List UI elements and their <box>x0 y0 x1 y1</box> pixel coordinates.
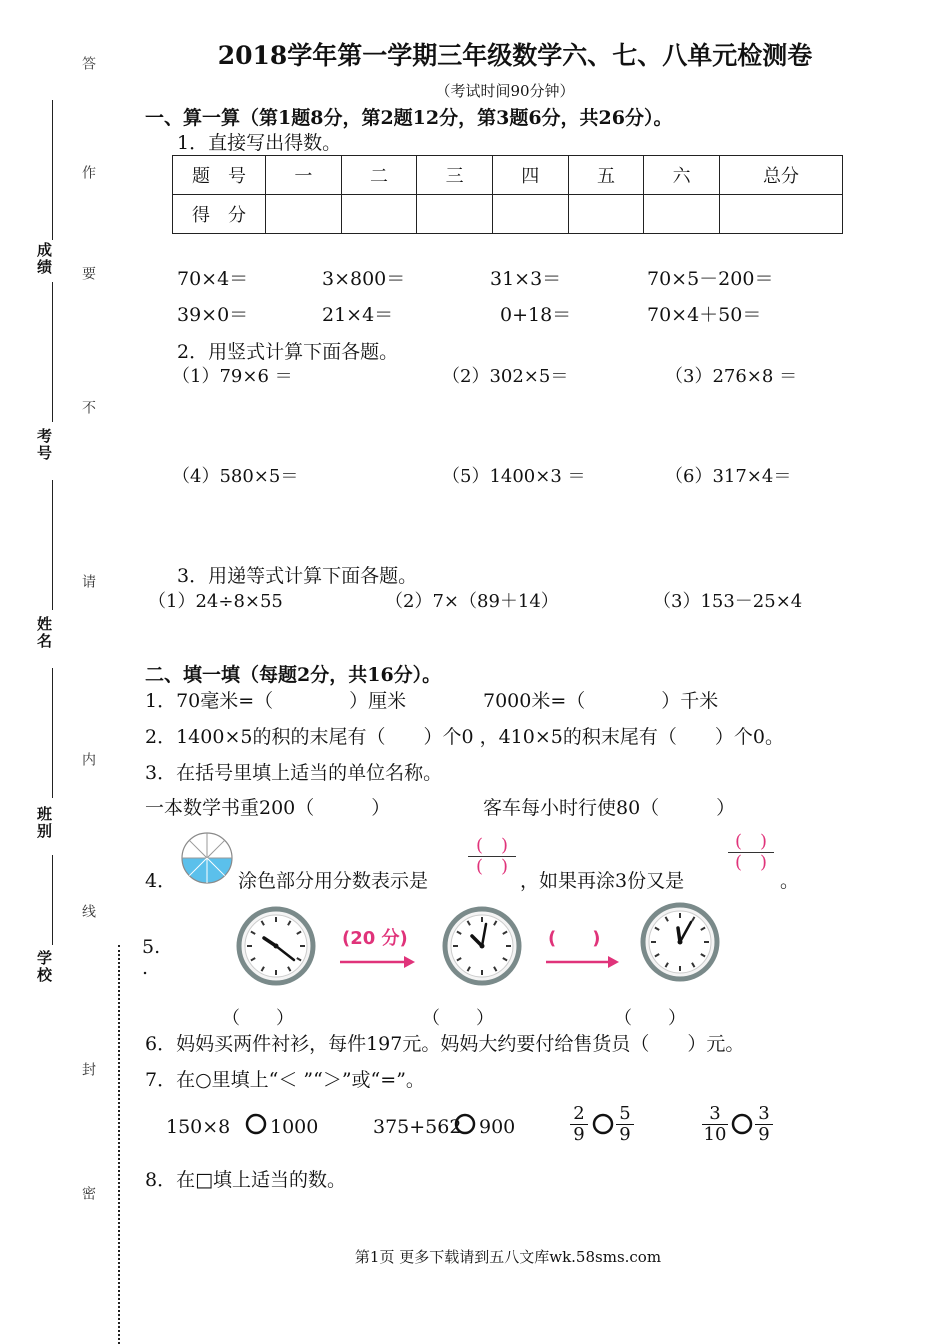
s2-q5-dot: . <box>142 957 149 979</box>
q4-fraction-blank-1[interactable] <box>468 836 516 877</box>
frac-den: ( ) <box>475 856 509 877</box>
s2-q8: 8．在□填上适当的数。 <box>145 1169 347 1191</box>
frac-den: 10 <box>703 1124 727 1145</box>
compare-frac-left-2 <box>702 1104 728 1145</box>
vertical-calc-item: （5）1400×3 ＝ <box>442 466 586 487</box>
s2-q5-number: 5. <box>142 936 161 958</box>
arrow1-label: (20 分) <box>342 928 408 949</box>
page-footer: 第1页 更多下载请到五八文库wk.58sms.com <box>354 1248 662 1266</box>
score-cell[interactable] <box>720 195 843 234</box>
oral-item: 70×4＋50＝ <box>647 304 762 326</box>
frac-num: 5 <box>619 1103 631 1124</box>
s2-q3-item: 客车每小时行使80（ ） <box>483 797 736 819</box>
compare-frac-left-1 <box>570 1104 588 1145</box>
frac-den: ( ) <box>734 852 768 873</box>
compare-circle-1[interactable] <box>245 1113 267 1135</box>
clock-middle <box>442 906 522 986</box>
s2-q3: 3．在括号里填上适当的单位名称。 <box>145 762 443 784</box>
section1-heading: 一、算一算（第1题8分，第2题12分，第3题6分，共26分）。 <box>145 107 673 129</box>
frac-den: 9 <box>758 1124 770 1145</box>
stepwise-calc-item: （2）7×（89＋14） <box>385 591 559 612</box>
stepwise-calc-item: （1）24÷8×55 <box>148 591 283 612</box>
score-header-cell: 四 <box>492 156 568 195</box>
s2-q4-text3: 。 <box>780 870 800 892</box>
score-header-cell: 题 号 <box>173 156 266 195</box>
s2-q1-part2: 7000米=（ ）千米 <box>483 690 719 712</box>
clock-time-blank-2[interactable]: （ ） <box>422 1008 494 1029</box>
field-class-label: 班别 <box>35 806 53 840</box>
s1-q2-label: 2．用竖式计算下面各题。 <box>177 341 399 363</box>
s2-q1-part1: 1．70毫米=（ ）厘米 <box>145 690 407 712</box>
score-header-cell: 总分 <box>720 156 843 195</box>
s1-q3-label: 3．用递等式计算下面各题。 <box>177 565 418 587</box>
margin-char-6: 内 <box>80 752 96 766</box>
clock-start <box>236 906 316 986</box>
arrow2-label: ( ) <box>548 928 601 949</box>
oral-item: 39×0＝ <box>177 304 249 326</box>
compare-circle-4[interactable] <box>731 1113 753 1135</box>
arrow-2 <box>546 955 620 969</box>
s1-q1-label: 1．直接写出得数。 <box>177 132 342 154</box>
field-exam-no-label: 考号 <box>35 428 53 462</box>
compare-circle-3[interactable] <box>592 1113 614 1135</box>
s2-q3-item: 一本数学书重200（ ） <box>145 797 391 819</box>
margin-char-5: 请 <box>80 574 96 588</box>
field-score-label: 成绩 <box>35 242 53 276</box>
arrow-1 <box>340 955 416 969</box>
vertical-calc-item: （6）317×4＝ <box>665 466 792 487</box>
score-cell[interactable] <box>266 195 342 234</box>
section2-heading: 二、填一填（每题2分，共16分）。 <box>145 664 442 686</box>
stepwise-calc-item: （3）153－25×4 <box>653 591 803 612</box>
score-cell[interactable] <box>644 195 720 234</box>
oral-item: 70×4＝ <box>177 268 249 290</box>
clock-end <box>640 902 720 982</box>
s2-q7: 7．在○里填上“＜ ”“＞”或“=”。 <box>145 1069 425 1091</box>
s2-q4-number: 4． <box>145 870 177 892</box>
score-header-cell: 三 <box>417 156 493 195</box>
s2-q2: 2．1400×5的积的末尾有（ ）个0 ，410×5的积末尾有（ ）个0。 <box>145 726 784 748</box>
oral-item: 0+18＝ <box>500 304 572 326</box>
vertical-calc-item: （4）580×5＝ <box>172 466 299 487</box>
page-title: 2018学年第一学期三年级数学六、七、八单元检测卷 <box>217 41 813 70</box>
frac-num: ( ) <box>475 835 509 856</box>
frac-den: 9 <box>573 1124 585 1145</box>
frac-den: 9 <box>619 1124 631 1145</box>
score-header-cell: 六 <box>644 156 720 195</box>
margin-char-7: 线 <box>80 904 96 918</box>
margin-char-3: 要 <box>80 266 96 280</box>
compare-right: 900 <box>479 1116 516 1138</box>
margin-char-4: 不 <box>80 400 96 414</box>
score-cell[interactable] <box>492 195 568 234</box>
s2-q4-text1: 涂色部分用分数表示是 <box>238 870 429 892</box>
field-school-label: 学校 <box>35 950 53 984</box>
clock-time-blank-1[interactable]: （ ） <box>222 1008 294 1029</box>
margin-char-8: 封 <box>80 1062 96 1076</box>
vertical-calc-item: （3）276×8 ＝ <box>665 366 798 387</box>
oral-item: 31×3＝ <box>490 268 562 290</box>
compare-circle-2[interactable] <box>454 1113 476 1135</box>
field-name-label: 姓名 <box>35 616 53 650</box>
score-row-label: 得 分 <box>173 195 266 234</box>
s2-q4-text2: ，如果再涂3份又是 <box>520 870 685 892</box>
frac-num: ( ) <box>734 831 768 852</box>
score-cell[interactable] <box>341 195 417 234</box>
score-cell[interactable] <box>568 195 644 234</box>
oral-item: 70×5－200＝ <box>647 268 774 290</box>
frac-num: 3 <box>758 1103 770 1124</box>
dotted-seal-line <box>118 945 120 1344</box>
score-header-cell: 二 <box>341 156 417 195</box>
oral-item: 21×4＝ <box>322 304 394 326</box>
score-header-cell: 五 <box>568 156 644 195</box>
frac-num: 3 <box>709 1103 721 1124</box>
q4-fraction-blank-2[interactable] <box>728 832 774 873</box>
compare-right: 1000 <box>270 1116 319 1138</box>
margin-char-1: 答 <box>80 56 96 70</box>
score-cell[interactable] <box>417 195 493 234</box>
margin-char-9: 密 <box>80 1186 96 1200</box>
compare-left: 150×8 <box>166 1116 231 1138</box>
frac-num: 2 <box>573 1103 585 1124</box>
compare-frac-right-2 <box>755 1104 773 1145</box>
vertical-calc-item: （2）302×5＝ <box>442 366 569 387</box>
clock-time-blank-3[interactable]: （ ） <box>614 1008 686 1029</box>
s2-q6: 6．妈妈买两件衬衫，每件197元。妈妈大约要付给售货员（ ）元。 <box>145 1033 745 1055</box>
vertical-calc-item: （1）79×6 ＝ <box>172 366 293 387</box>
margin-char-2: 作 <box>80 165 96 179</box>
exam-time: （考试时间90分钟） <box>435 82 575 100</box>
pie-fraction-figure <box>180 831 234 885</box>
oral-item: 3×800＝ <box>322 268 406 290</box>
compare-frac-right-1 <box>616 1104 634 1145</box>
compare-left: 375+562 <box>373 1116 462 1138</box>
score-table <box>172 155 843 234</box>
score-header-cell: 一 <box>266 156 342 195</box>
